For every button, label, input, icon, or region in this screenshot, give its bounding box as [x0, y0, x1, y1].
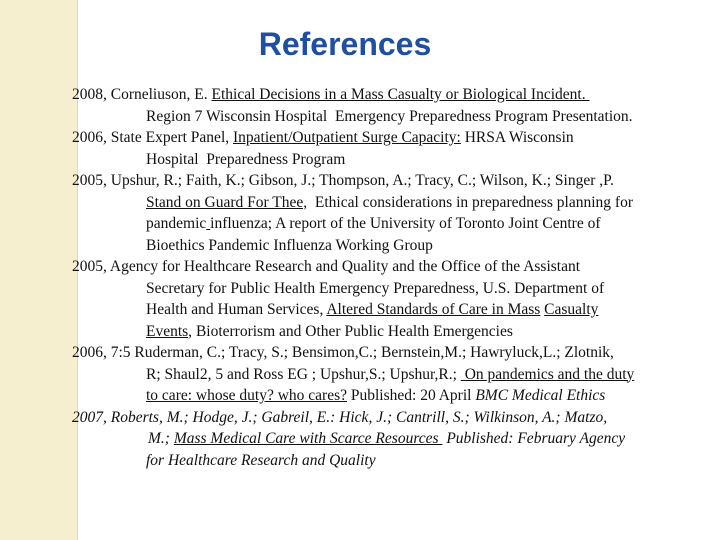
decorative-side-bar: [0, 0, 78, 540]
reference-item: [72, 127, 717, 170]
reference-line: [72, 299, 717, 321]
reference-text: Health and Human Services,: [146, 301, 327, 318]
reference-title: Casualty: [544, 301, 599, 318]
reference-text: Secretary for Public Health Emergency Preparedness, U.S. Department of: [146, 279, 605, 297]
reference-title: Mass Medical Care with Scarce Resources: [173, 430, 443, 447]
reference-line: [72, 170, 717, 192]
reference-text: Published: 20 April: [347, 387, 476, 404]
reference-line: [72, 407, 717, 429]
reference-text: Hospital Preparedness Program: [146, 150, 346, 168]
reference-text: 2005, Upshur, R.; Faith, K.; Gibson, J.; Thompson, A.; Tracy, C.; Wilson, K.; Singer ,P.: [72, 172, 614, 189]
reference-text: 2008, Corneliuson, E.: [72, 86, 212, 103]
reference-text: 2006, State Expert Panel,: [72, 129, 233, 146]
reference-line: [72, 192, 717, 214]
reference-list: [72, 84, 717, 471]
reference-title: Stand on Guard For Thee,: [146, 193, 308, 211]
reference-line: [72, 235, 717, 257]
reference-line: [72, 256, 717, 278]
reference-text: pandemic: [146, 215, 207, 232]
reference-line: [72, 84, 717, 106]
reference-text: R; Shaul2, 5 and Ross EG ; Upshur,S.; Upshur,R.;: [146, 365, 461, 383]
reference-title: Ethical Decisions in a Mass Casualty or Biological Incident.: [211, 86, 590, 103]
reference-text: 2007, Roberts, M.; Hodge, J.; Gabreil, E.: Hick, J.; Cantrill, S.; Wilkinson, A.; Matzo,: [72, 408, 608, 426]
reference-title: On pandemics and the duty: [460, 365, 635, 383]
reference-title: Inpatient/Outpatient Surge Capacity:: [233, 129, 461, 146]
reference-item: [72, 170, 717, 256]
reference-line: [72, 106, 717, 128]
reference-item: [72, 342, 717, 407]
reference-item: [72, 407, 717, 472]
reference-text: Bioterrorism and Other Public Health Emergencies: [192, 322, 513, 340]
reference-line: [72, 127, 717, 149]
reference-line: [72, 385, 717, 407]
reference-line: [72, 428, 717, 450]
reference-text: Ethical considerations in preparedness planning for: [307, 193, 633, 211]
reference-line: [72, 149, 717, 171]
reference-line: [72, 342, 717, 364]
reference-text: Region 7 Wisconsin Hospital Emergency Preparedness Program Presentation.: [146, 107, 633, 125]
page-title: References: [258, 26, 432, 62]
reference-line: [72, 364, 717, 386]
reference-line: [72, 278, 717, 300]
reference-text: influenza; A report of the University of Toronto Joint Centre of: [210, 215, 601, 232]
reference-journal: BMC Medical Ethics: [475, 387, 606, 404]
reference-text: Published: February Agency: [442, 430, 626, 447]
reference-line: [72, 321, 717, 343]
reference-text: Bioethics Pandemic Influenza Working Group: [146, 236, 433, 254]
reference-title: to care: whose duty? who cares?: [146, 387, 347, 404]
reference-text: 2006, 7:5 Ruderman, C.; Tracy, S.; Bensimon,C.; Bernstein,M.; Hawryluck,L.; Zlotnik,: [72, 344, 614, 361]
reference-text: M.;: [148, 430, 174, 447]
reference-item: [72, 256, 717, 342]
reference-line: [72, 450, 717, 472]
reference-line: [72, 213, 717, 235]
reference-item: [72, 84, 717, 127]
reference-title: Altered Standards of Care in Mass: [326, 301, 541, 318]
reference-title: Events,: [146, 322, 193, 340]
reference-text: for Healthcare Research and Quality: [146, 451, 376, 469]
reference-text: HRSA Wisconsin: [460, 129, 574, 146]
reference-text: 2005, Agency for Healthcare Research and Quality and the Office of the Assistant: [72, 258, 581, 275]
